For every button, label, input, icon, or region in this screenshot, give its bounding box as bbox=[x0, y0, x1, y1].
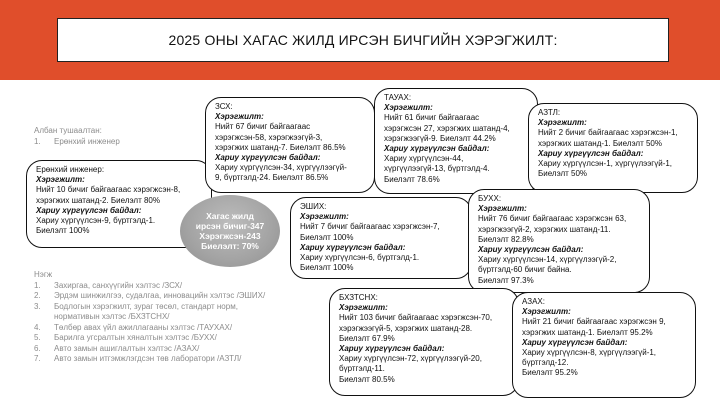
summary-circle: Хагас жилд ирсэн бичиг-347 Хэрэгжсэн-243 Биелэлт: 70% bbox=[180, 195, 280, 267]
bubble-buhh: БУХХ: Хэрэгжилт: Нийт 76 бичиг байгаагаас хэрэгжсэн 63, хэрэгжээгүй-2, хэрэгжих шатанд-11. Биелэлт 82.8% Хариу хүргүүлсэн байдал: Хариу хүргүүлсэн-14, хүргүүлээгүй-2, бүртгэлд-60 бичиг байна. Биелэлт 97.3% bbox=[468, 189, 650, 293]
bubble-aztl: АЗТЛ: Хэрэгжилт: Нийт 2 бичиг байгаагаас хэрэгжсэн-1, хэрэгжих шатанд-1. Биелэлт 50% Хариу хүргүүлсэн байдал: Хариу хүргүүлсэн-1, хүргүүлээгүй-1, Биелэлт 50% bbox=[528, 103, 698, 193]
slide-title: 2025 ОНЫ ХАГАС ЖИЛД ИРСЭН БИЧГИЙН ХЭРЭГЖИЛТ: bbox=[57, 18, 669, 62]
bubble-title: ЭШИХ: bbox=[300, 202, 327, 211]
bubble-title: АЗТЛ: bbox=[538, 108, 561, 117]
bubble-title: Ерөнхий инженер: bbox=[36, 165, 105, 174]
bubble-azah: АЗАХ: Хэрэгжилт: Нийт 21 бичиг байгаагаас хэрэгжсэн 9, хэрэгжих шатанд-1. Биелэлт 95.2% Хариу хүргүүлсэн байдал: Хариу хүргүүлсэн-8, хүргүүлээгүй-1, бүртгэлд-12. Биелэлт 95.2% bbox=[512, 292, 696, 398]
list-item: нормативын хэлтэс /БХЗТСНХ/ bbox=[54, 312, 170, 321]
list-item: 1. Захиргаа, санхүүгийн хэлтэс /ЗСХ/ bbox=[34, 280, 183, 290]
bubble-title: БУХХ: bbox=[478, 194, 502, 203]
bubble-bhztsnh: БХЗТСНХ: Хэрэгжилт: Нийт 103 бичиг байгаагаас хэрэгжсэн-70, хэрэгжээгүй-5, хэрэгжих шатанд-28. Биелэлт 67.9% Хариу хүргүүлсэн байдал: Хариу хүргүүлсэн-72, хүргүүлээгүй-20, бүртгэлд-11. Биелэлт 80.5% bbox=[329, 288, 519, 396]
list-item: 4. Төлбөр авах үйл ажиллагааны хэлтэс /ТАУХАХ/ bbox=[34, 322, 233, 332]
bubble-chief-engineer: Ерөнхий инженер: Хэрэгжилт: Нийт 10 бичиг байгаагаас хэрэгжсэн-8, хэрэгжих шатанд-2. Биелэлт 80% Хариу хүргүүлсэн байдал: Хариу хүргүүлсэн-9, бүртгэлд-1. Биелэлт 100% bbox=[26, 160, 212, 248]
bubble-title: ТАУАХ: bbox=[384, 93, 412, 102]
unit-list-label: Нэгж bbox=[34, 270, 53, 279]
bubble-tauah: ТАУАХ: Хэрэгжилт: Нийт 61 бичиг байгаагаас хэрэгжсэн 27, хэрэгжих шатанд-4, хэрэгжээгүй-9. Биелэлт 44.2% Хариу хүргүүлсэн байдал: Хариу хүргүүлсэн-44, хүргүүлээгүй-13, бүртгэлд-4. Биелэлт 78.6% bbox=[374, 88, 538, 194]
list-item: 7. Авто замын итгэмжлэгдсэн төв лаборатори /АЗТЛ/ bbox=[34, 354, 242, 363]
list-item: 6. Авто замын ашиглалтын хэлтэс /АЗАХ/ bbox=[34, 343, 200, 353]
bubble-eshih: ЭШИХ: Хэрэгжилт: Нийт 7 бичиг байгаагаас хэрэгжсэн-7, Биелэлт 100% Хариу хүргүүлсэн байдал: Хариу хүргүүлсэн-6, бүртгэлд-1. Биелэлт 100% bbox=[290, 197, 472, 279]
bubble-title: ЗСХ: bbox=[215, 102, 233, 111]
bubble-zsh: ЗСХ: Хэрэгжилт: Нийт 67 бичиг байгаагаас хэрэгжсэн-58, хэрэгжээгүй-3, хэрэгжих шатанд-7. Биелэлт 86.5% Хариу хүргүүлсэн байдал: Хариу хүргүүлсэн-34, хүргүүлээгүй- 9, бүртгэлд-24. Биелэлт 86.5% bbox=[205, 97, 375, 193]
list-item: 2. Эрдэм шинжилгээ, судалгаа, инновацийн хэлтэс /ЭШИХ/ bbox=[34, 291, 266, 300]
official-list bbox=[34, 126, 120, 147]
bubble-title: АЗАХ: bbox=[522, 297, 545, 306]
list-item: 3. Бодлогын хэрэгжилт, зураг төсөл, стандарт норм, bbox=[34, 301, 238, 311]
unit-list bbox=[34, 270, 265, 365]
list-item: 5. Барилга угсралтын хяналтын хэлтэс /БУХХ/ bbox=[34, 333, 217, 342]
bubble-title: БХЗТСНХ: bbox=[339, 293, 378, 302]
official-list-label: Албан тушаалтан: bbox=[34, 126, 102, 135]
list-item: 1. Ерөнхий инженер bbox=[34, 136, 120, 146]
